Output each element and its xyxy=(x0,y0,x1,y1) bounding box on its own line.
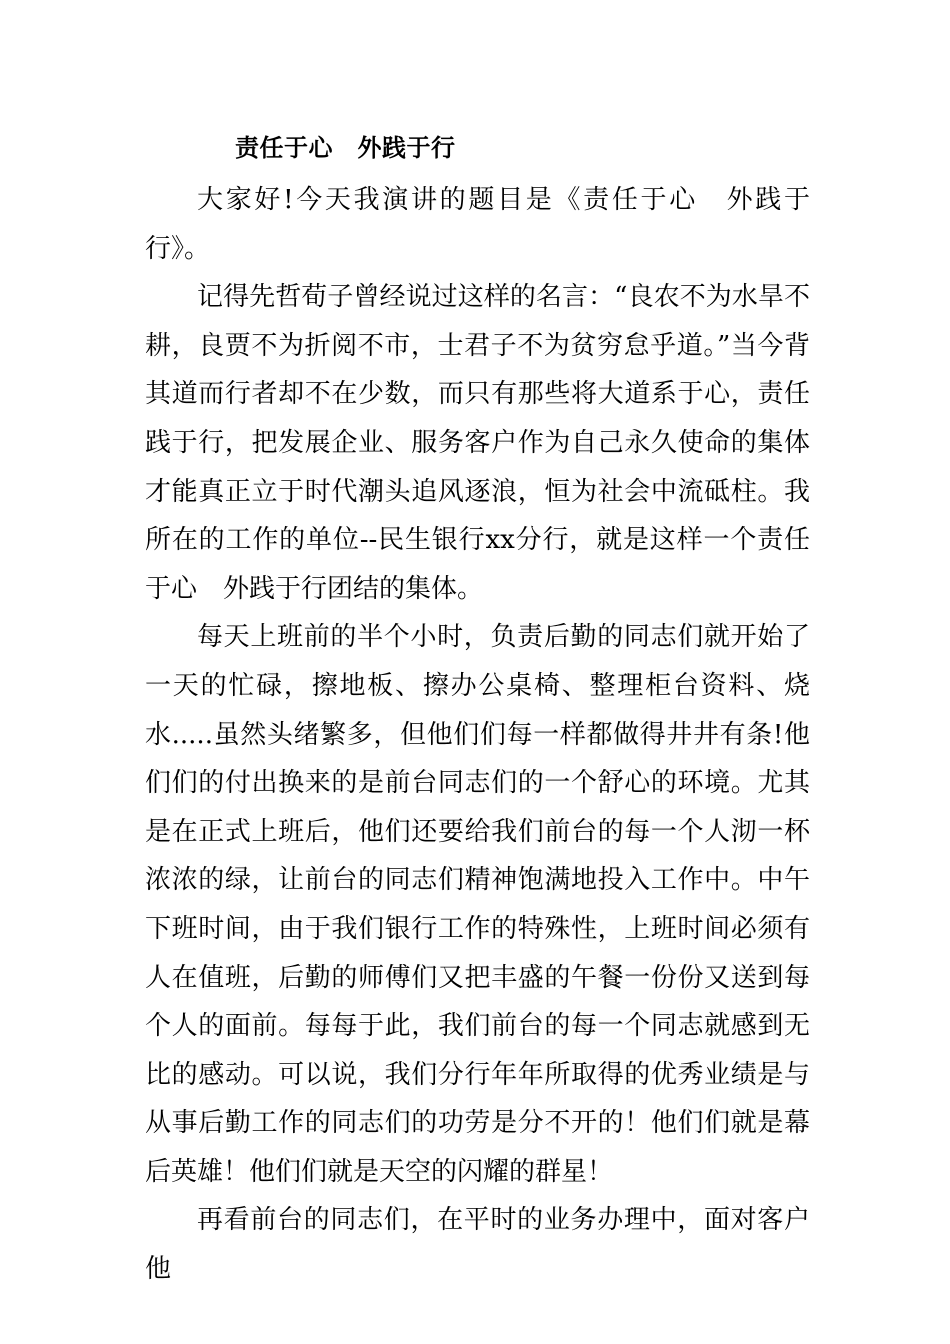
paragraph-logistics-staff: 每天上班前的半个小时，负责后勤的同志们就开始了一天的忙碌，擦地板、擦办公桌椅、整理柜台资料、烧水.....虽然头绪繁多，但他们们每一样都做得井井有条!他们们的付出换来的是前台同志们的一个舒心的环境。尤其是在正式上班后，他们还要给我们前台的每一个人沏一杯浓浓的绿，让前台的同志们精神饱满地投入工作中。中午下班时间，由于我们银行工作的特殊性，上班时间必须有人在值班，后勤的师傅们又把丰盛的午餐一份份又送到每个人的面前。每每于此，我们前台的每一个同志就感到无比的感动。可以说，我们分行年年所取得的优秀业绩是与从事后勤工作的同志们的功劳是分不开的！他们们就是幕后英雄！他们们就是天空的闪耀的群星！ xyxy=(145,622,810,1187)
paragraph-greeting: 大家好!今天我演讲的题目是《责任于心 外践于行》。 xyxy=(145,185,810,264)
document-title: 责任于心 外践于行 xyxy=(235,133,456,162)
paragraph-xunzi-quote: 记得先哲荀子曾经说过这样的名言：“良农不为水旱不耕，良贾不为折阅不市，士君子不为贫穷怠乎道。”当今背其道而行者却不在少数，而只有那些将大道系于心，责任践于行，把发展企业、服务客户作为自己永久使命的集体才能真正立于时代潮头追风逐浪，恒为社会中流砥柱。我所在的工作的单位--民生银行xx分行，就是这样一个责任于心 外践于行团结的集体。 xyxy=(145,282,810,604)
document-body xyxy=(145,176,810,1294)
paragraph-front-desk: 再看前台的同志们，在平时的业务办理中，面对客户他 xyxy=(145,1205,810,1285)
